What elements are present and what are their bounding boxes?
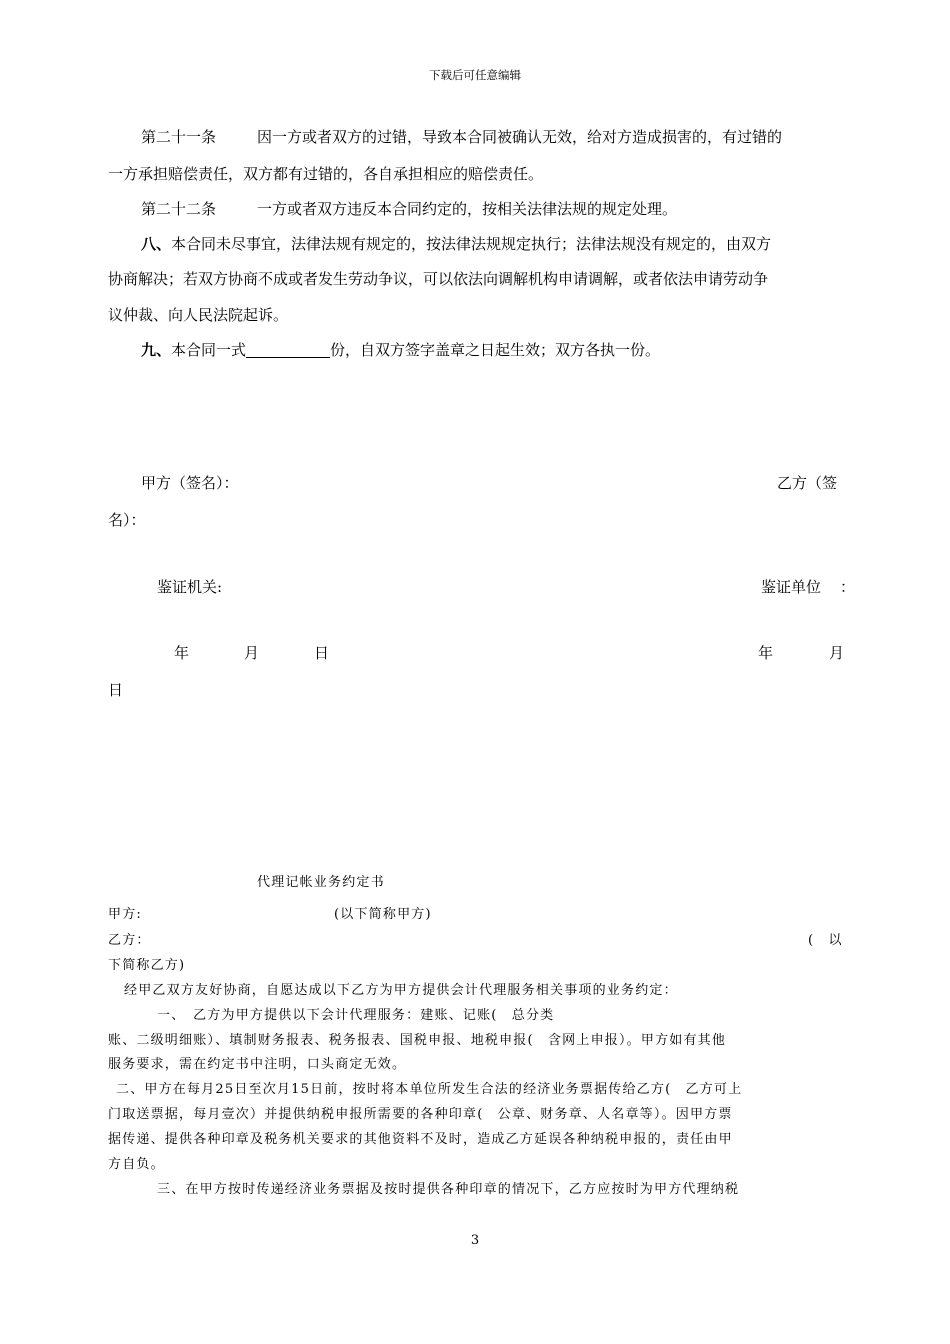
article-22-title: 第二十二条 xyxy=(141,200,217,218)
date-left-year: 年 xyxy=(174,644,190,662)
party-b-signature-part1: 乙方（签 xyxy=(777,474,838,492)
item-8-line2: 协商解决；若双方协商不成或者发生劳动争议，可以依法向调解机构申请调解，或者依法申请劳动争 xyxy=(108,270,769,288)
agreement-item2-line3: 据传递、提供各种印章及税务机关要求的其他资料不及时，造成乙方延误各种纳税申报的，责任由甲 xyxy=(108,1132,733,1147)
agreement-party-b-label: 乙方： xyxy=(108,933,151,948)
page-header: 下载后可任意编辑 xyxy=(429,68,521,82)
item-9-post: 份，自双方签字盖章之日起生效；双方各执一份。 xyxy=(330,341,661,359)
agreement-item1-line3: 服务要求，需在约定书中注明，口头商定无效。 xyxy=(108,1057,407,1072)
agreement-item1-line2: 账、二级明细账）、填制财务报表、税务报表、国税申报、地税申报( 含网上申报）。甲方如有其他 xyxy=(108,1033,727,1048)
item-9-label: 九、 xyxy=(141,341,172,359)
agreement-item1-line1: 一、 乙方为甲方提供以下会计代理服务：建账、记账( 总分类 xyxy=(157,1008,555,1023)
article-21-title: 第二十一条 xyxy=(141,128,217,146)
agreement-item2-line4: 方自负。 xyxy=(108,1157,165,1172)
date-right-month: 月 xyxy=(829,644,845,662)
agreement-title: 代理记帐业务约定书 xyxy=(257,875,385,890)
item-9-line xyxy=(141,340,660,360)
agreement-item3-line1: 三、在甲方按时传递经济业务票据及按时提供各种印章的情况下，乙方应按时为甲方代理纳税 xyxy=(157,1182,740,1197)
agreement-item2-line2: 门取送票据，每月壹次）并提供纳税申报所需要的各种印章( 公章、财务章、人名章等）。因甲方票 xyxy=(108,1107,733,1122)
verify-org-label: 鉴证机关: xyxy=(157,578,223,596)
verify-unit-label: 鉴证单位 xyxy=(761,578,822,596)
page-number: 3 xyxy=(470,1233,480,1248)
item-8-label: 八、 xyxy=(141,235,172,253)
date-right-day: 日 xyxy=(108,681,124,699)
article-21-text-line2: 一方承担赔偿责任，双方都有过错的，各自承担相应的赔偿责任。 xyxy=(108,165,544,183)
item-8-text: 本合同未尽事宜，法律法规有规定的，按法律法规规定执行；法律法规没有规定的，由双方 xyxy=(171,235,772,253)
date-right-year: 年 xyxy=(758,644,774,662)
agreement-item2-line1: 二、甲方在每月25日至次月15日前，按时将本单位所发生合法的经济业务票据传给乙方( 乙方可上 xyxy=(116,1082,743,1097)
article-21-text-line1: 因一方或者双方的过错，导致本合同被确认无效，给对方造成损害的，有过错的 xyxy=(257,128,783,146)
copies-blank xyxy=(246,341,330,358)
agreement-party-a-label: 甲方: xyxy=(108,907,142,922)
party-b-signature-part2: 名）： xyxy=(108,511,146,529)
item-9-pre: 本合同一式 xyxy=(171,341,247,359)
item-8-line1 xyxy=(141,234,771,254)
article-22-text: 一方或者双方违反本合同约定的，按相关法律法规的规定处理。 xyxy=(257,200,678,218)
agreement-party-b-note2: 下简称乙方) xyxy=(108,958,186,973)
item-8-line3: 议仲裁、向人民法院起诉。 xyxy=(108,306,289,324)
agreement-intro: 经甲乙双方友好协商，自愿达成以下乙方为甲方提供会计代理服务相关事项的业务约定： xyxy=(124,983,678,998)
verify-unit-colon: ： xyxy=(840,578,856,596)
date-left-day: 日 xyxy=(314,644,330,662)
date-left-month: 月 xyxy=(244,644,260,662)
party-a-signature: 甲方（签名）： xyxy=(141,474,239,492)
agreement-party-b-note1: ( 以 xyxy=(808,933,843,948)
agreement-party-a-note: (以下简称甲方) xyxy=(334,907,432,922)
